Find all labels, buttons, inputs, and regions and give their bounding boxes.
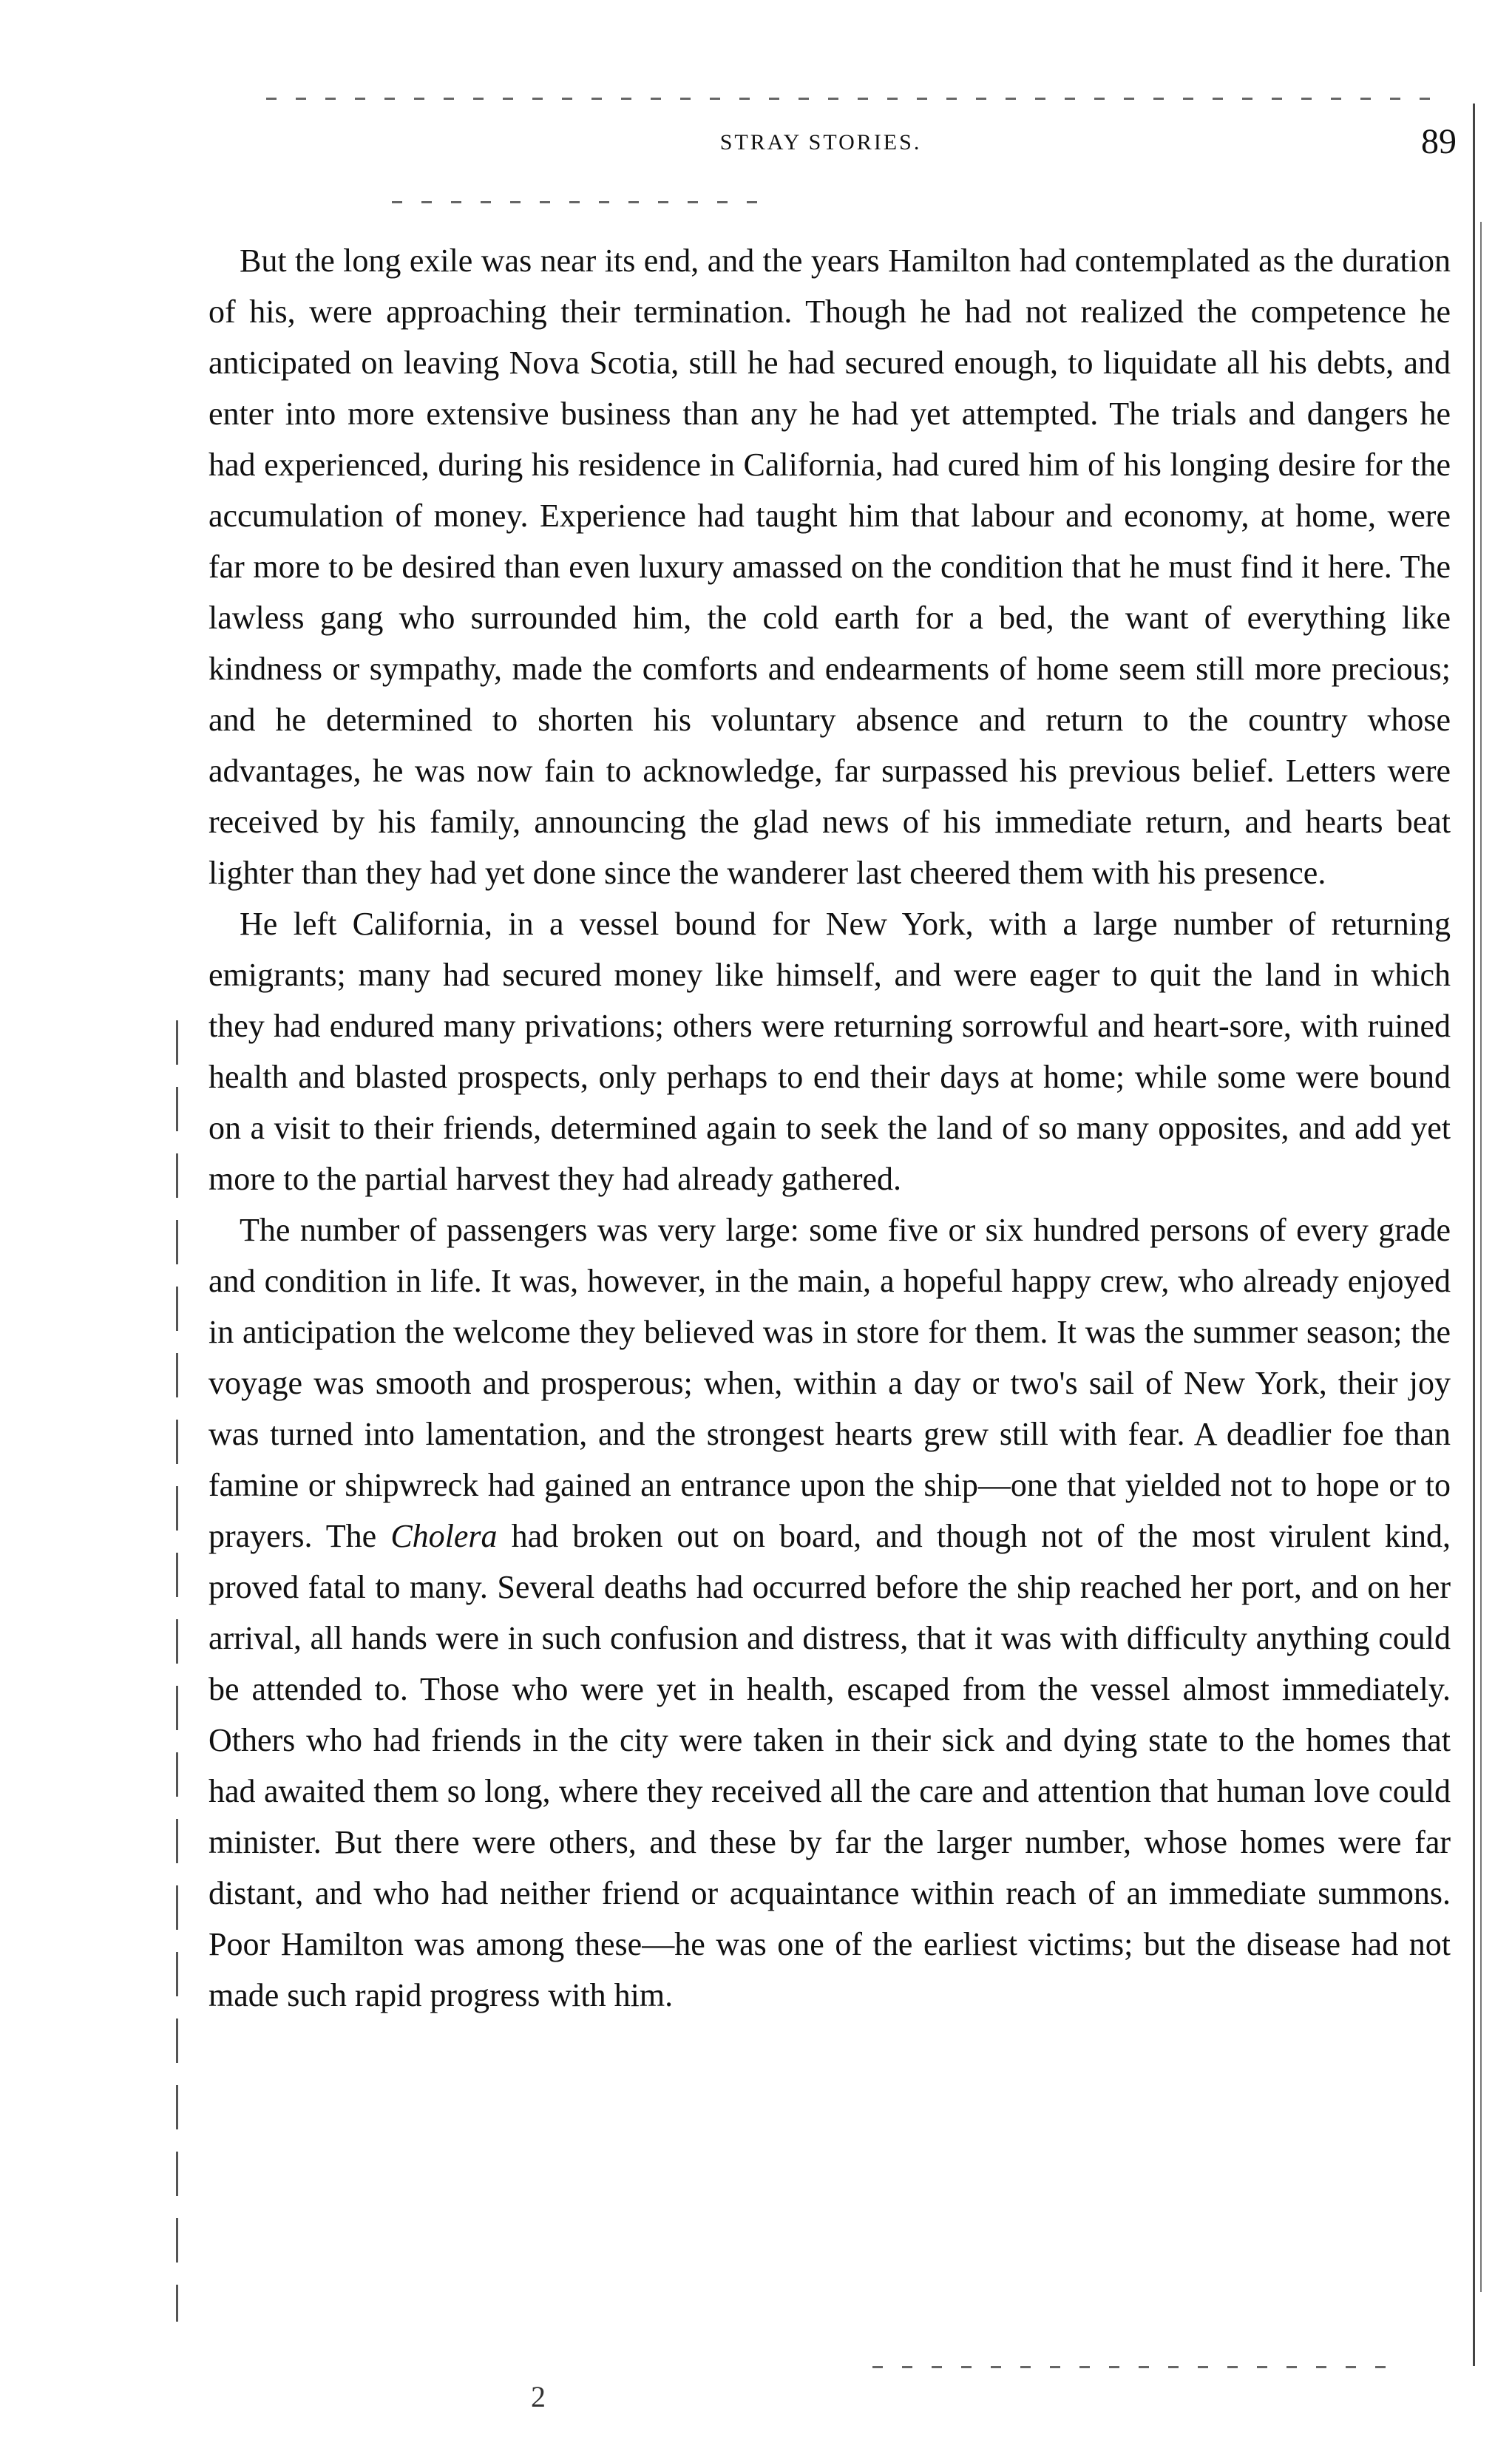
paragraph-text: The number of passengers was very large: some five or six hundred persons of every grade and condition in life. It was, however, in the main, a hopeful happy crew, who already enjoyed in anticipation the welcome they believed was in store for them. It was the summer season; the voyage was smooth and prosperous; when, within a day or two's sail of New York, their joy was turned into lamentation, and the strongest hearts grew still with fear. A deadlier foe than famine or shipwreck had gained an entrance upon the ship—one that yielded not to hope or to prayers. The xyxy=(209,1212,1451,1554)
running-title: STRAY STORIES. xyxy=(719,130,922,155)
scan-dash-artifact xyxy=(266,98,1434,100)
paragraph-text: He left California, in a vessel bound for New York, with a large number of returning emigrants; many had secured money like himself, and were eager to quit the land in which they had endured many privations; others were returning sorrowful and heart-sore, with ruined health and blasted prospects, only perhaps to end their days at home; while some were bound on a visit to their friends, determined again to seek the land of so many opposites, and add yet more to the partial harvest they had already gathered. xyxy=(209,906,1451,1197)
paragraph xyxy=(209,235,1451,898)
body-text xyxy=(209,235,1451,2021)
scan-dash-artifact xyxy=(392,201,776,203)
running-head xyxy=(185,124,1457,169)
paragraph-text: But the long exile was near its end, and the years Hamilton had contemplated as the duration of his, were approaching their termination. Though he had not realized the competence he anticipated on leaving Nova Scotia, still he had secured enough, to liquidate all his debts, and enter into more extensive business than any he had yet attempted. The trials and dangers he had experienced, during his residence in California, had cured him of his longing desire for the accumulation of money. Experience had taught him that labour and economy, at home, were far more to be desired than even luxury amassed on the condition that he must find it here. The lawless gang who surrounded him, the cold earth for a bed, the want of everything like kindness or sympathy, made the comforts and endearments of home seem still more precious; and he determined to shorten his voluntary absence and return to the country whose advantages, he was now fain to acknowledge, far surpassed his previous belief. Letters were received by his family, announcing the glad news of his immediate return, and hearts beat lighter than they had yet done since the wanderer last cheered them with his presence. xyxy=(209,243,1451,891)
scan-edge-line xyxy=(1480,222,1482,2292)
paragraph-text: had broken out on board, and though not of the most virulent kind, proved fatal to many. Several deaths had occurred before the ship reached her port, and on her arrival, all hands were in such confusion and distress, that it was with difficulty anything could be attended to. Those who were yet in health, escaped from the vessel almost immediately. Others who had friends in the city were taken in their sick and dying state to the homes that had awaited them so long, where they received all the care and attention that human love could minister. But there were others, and these by far the larger number, whose homes were far distant, and who had neither friend or acquaintance within reach of an immediate summons. Poor Hamilton was among these—he was one of the earliest victims; but the disease had not made such rapid progress with him. xyxy=(209,1518,1451,2013)
paragraph xyxy=(209,1204,1451,2021)
paragraph xyxy=(209,898,1451,1204)
signature-mark: 2 xyxy=(531,2380,546,2413)
scan-dash-artifact xyxy=(872,2366,1405,2368)
emphasized-word: Cholera xyxy=(390,1518,498,1554)
scan-edge-line xyxy=(176,1020,178,2322)
scan-edge-line xyxy=(1473,104,1475,2366)
page-number: 89 xyxy=(1421,122,1457,161)
